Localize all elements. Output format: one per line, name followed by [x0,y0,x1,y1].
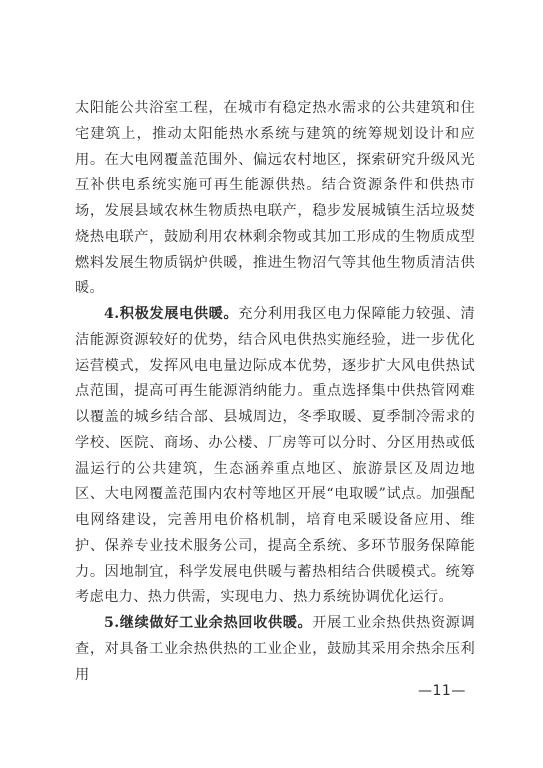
body-text [75,96,475,688]
paragraph-body: 充分利用我区电力保障能力较强、清洁能源资源较好的优势，结合风电供热实施经验，进一步优化运营模式，发挥风电电量边际成本优势，逐步扩大风电供热试点范围，提高可再生能源消纳能力。重点选择集中供热管网难以覆盖的城乡结合部、县城周边，冬季取暖、夏季制冷需求的学校、医院、商场、办公楼、厂房等可以分时、分区用热或低温运行的公共建筑，生态涵养重点地区、旅游景区及周边地区、大电网覆盖范围内农村等地区开展“电取暖”试点。加强配电网络建设，完善用电价格机制，培育电采暖设备应用、维护、保养专业技术服务公司，提高全系统、多环节服务保障能力。因地制宜，科学发展电供暖与蓄热相结合供暖模式。统筹考虑电力、热力供需，实现电力、热力系统协调优化运行。 [75,306,475,606]
paragraph-body: 太阳能公共浴室工程，在城市有稳定热水需求的公共建筑和住宅建筑上，推动太阳能热水系统与建筑的统筹规划设计和应用。在大电网覆盖范围外、偏远农村地区，探索研究升级风光互补供电系统实施可再生能源供热。结合资源条件和供热市场，发展县域农林生物质热电联产，稳步发展城镇生活垃圾焚烧热电联产，鼓励利用农林剩余物或其加工形成的生物质成型燃料发展生物质锅炉供暖，推进生物沼气等其他生物质清洁供暖。 [75,100,475,297]
paragraph-solar-biomass [75,96,475,302]
paragraph-industrial-waste-heat [75,611,475,688]
paragraph-heading: 4.积极发展电供暖。 [104,306,239,322]
paragraph-electric-heating [75,302,475,611]
paragraph-heading: 5.继续做好工业余热回收供暖。 [104,615,313,631]
paragraph-body: 开展工业余热供热资源调查，对具备工业余热供热的工业企业，鼓励其采用余热余压利用 [75,615,475,683]
page-number: —11— [418,683,466,699]
